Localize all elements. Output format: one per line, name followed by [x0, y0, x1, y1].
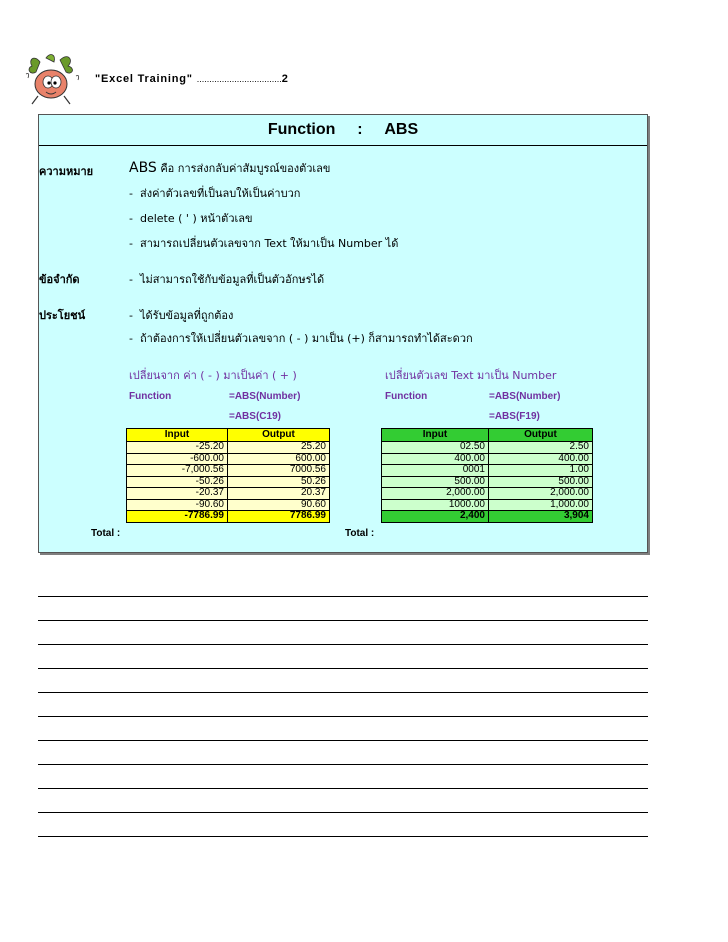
total-output-cell[interactable]: 7786.99 [228, 511, 330, 523]
total-input-cell[interactable]: 2,400 [382, 511, 489, 523]
table-row [127, 453, 330, 465]
meaning-label: ความหมาย [39, 165, 94, 178]
output-cell[interactable]: 7000.56 [228, 465, 330, 477]
table-row [382, 465, 593, 477]
table-row [382, 476, 593, 488]
function-label: Function [267, 121, 336, 138]
output-cell[interactable]: 400.00 [489, 453, 593, 465]
note-line [38, 692, 648, 693]
example2-heading: เปลี่ยนตัวเลข Text มาเป็น Number [385, 369, 557, 382]
note-line [38, 596, 648, 597]
output-cell[interactable]: 1,000.00 [489, 499, 593, 511]
abs-function-panel [38, 114, 648, 553]
dash: - [129, 332, 133, 345]
dash: - [129, 273, 133, 286]
benefit-point-1 [129, 306, 233, 324]
note-line [38, 716, 648, 717]
header-dots: .................................. [196, 74, 282, 84]
panel-title [39, 121, 647, 139]
title-row [39, 115, 647, 146]
meaning-point-2 [129, 209, 253, 227]
benefit-point-text: ถ้าต้องการให้เปลี่ยนตัวเลขจาก ( - ) มาเป็น (+) ก็สามารถทำได้สะดวก [139, 332, 473, 345]
input-cell[interactable]: 400.00 [382, 453, 489, 465]
input-cell[interactable]: -600.00 [127, 453, 228, 465]
example1-table [126, 428, 330, 523]
table-row [382, 488, 593, 500]
example2-function-label: Function [385, 391, 428, 402]
output-cell[interactable]: 25.20 [228, 442, 330, 454]
note-line [38, 764, 648, 765]
input-cell[interactable]: -50.26 [127, 476, 228, 488]
meaning-line [129, 159, 330, 177]
limit-point-text: ไม่สามารถใช้กับข้อมูลที่เป็นตัวอักษรได้ [139, 273, 325, 286]
table-row [382, 499, 593, 511]
input-cell[interactable]: 2,000.00 [382, 488, 489, 500]
dash: - [129, 309, 133, 322]
note-line [38, 812, 648, 813]
input-cell[interactable]: -7,000.56 [127, 465, 228, 477]
table-header-row [382, 429, 593, 442]
output-cell[interactable]: 2,000.00 [489, 488, 593, 500]
meaning-text: คือ การส่งกลับค่าสัมบูรณ์ของตัวเลข [160, 162, 331, 175]
note-line [38, 668, 648, 669]
example1-function-label: Function [129, 391, 172, 402]
example1-heading: เปลี่ยนจาก ค่า ( - ) มาเป็นค่า ( + ) [129, 369, 297, 382]
note-line [38, 836, 648, 837]
note-line [38, 740, 648, 741]
note-line [38, 788, 648, 789]
meaning-point-text: สามารถเปลี่ยนตัวเลขจาก Text ให้มาเป็น Number ได้ [139, 237, 399, 250]
output-cell[interactable]: 1.00 [489, 465, 593, 477]
table-header-row [127, 429, 330, 442]
meaning-point-3 [129, 234, 398, 252]
header-title [95, 73, 289, 85]
column-header-input: Input [127, 429, 228, 442]
title-colon: : [357, 121, 363, 138]
table-row [382, 442, 593, 454]
header-title-text: "Excel Training" [95, 73, 193, 85]
input-cell[interactable]: -90.60 [127, 499, 228, 511]
column-header-input: Input [382, 429, 489, 442]
output-cell[interactable]: 90.60 [228, 499, 330, 511]
input-cell[interactable]: -25.20 [127, 442, 228, 454]
total-output-cell[interactable]: 3,904 [489, 511, 593, 523]
table-row [127, 465, 330, 477]
output-cell[interactable]: 500.00 [489, 476, 593, 488]
dash: - [129, 212, 133, 225]
table-row [127, 442, 330, 454]
output-cell[interactable]: 2.50 [489, 442, 593, 454]
input-cell[interactable]: 02.50 [382, 442, 489, 454]
output-cell[interactable]: 50.26 [228, 476, 330, 488]
table-row [382, 453, 593, 465]
output-cell[interactable]: 20.37 [228, 488, 330, 500]
benefit-point-text: ได้รับข้อมูลที่ถูกต้อง [139, 309, 234, 322]
note-line [38, 620, 648, 621]
table-row [127, 499, 330, 511]
example2-formula: =ABS(F19) [489, 411, 540, 422]
limit-point-1 [129, 270, 324, 288]
example2-total-label: Total : [345, 528, 375, 539]
table-row [127, 476, 330, 488]
table-row [127, 488, 330, 500]
benefit-point-2 [129, 329, 473, 347]
total-row [382, 511, 593, 523]
example1-syntax: =ABS(Number) [229, 391, 301, 402]
function-name: ABS [384, 121, 419, 138]
example2-table [381, 428, 593, 523]
page-number: 2 [281, 73, 289, 85]
column-header-output: Output [228, 429, 330, 442]
meaning-abs: ABS [129, 160, 157, 176]
column-header-output: Output [489, 429, 593, 442]
limit-label: ข้อจำกัด [39, 273, 80, 286]
meaning-point-text: delete ( ' ) หน้าตัวเลข [139, 212, 253, 225]
input-cell[interactable]: 500.00 [382, 476, 489, 488]
output-cell[interactable]: 600.00 [228, 453, 330, 465]
dash: - [129, 187, 133, 200]
mascot-logo [24, 52, 82, 108]
example2-syntax: =ABS(Number) [489, 391, 561, 402]
example1-total-label: Total : [91, 528, 121, 539]
input-cell[interactable]: 1000.00 [382, 499, 489, 511]
meaning-point-1 [129, 184, 300, 202]
input-cell[interactable]: -20.37 [127, 488, 228, 500]
example1-formula: =ABS(C19) [229, 411, 281, 422]
note-line [38, 644, 648, 645]
dash: - [129, 237, 133, 250]
meaning-point-text: ส่งค่าตัวเลขที่เป็นลบให้เป็นค่าบวก [139, 187, 301, 200]
total-input-cell[interactable]: -7786.99 [127, 511, 228, 523]
benefit-label: ประโยชน์ [39, 309, 86, 322]
total-row [127, 511, 330, 523]
input-cell[interactable]: 0001 [382, 465, 489, 477]
